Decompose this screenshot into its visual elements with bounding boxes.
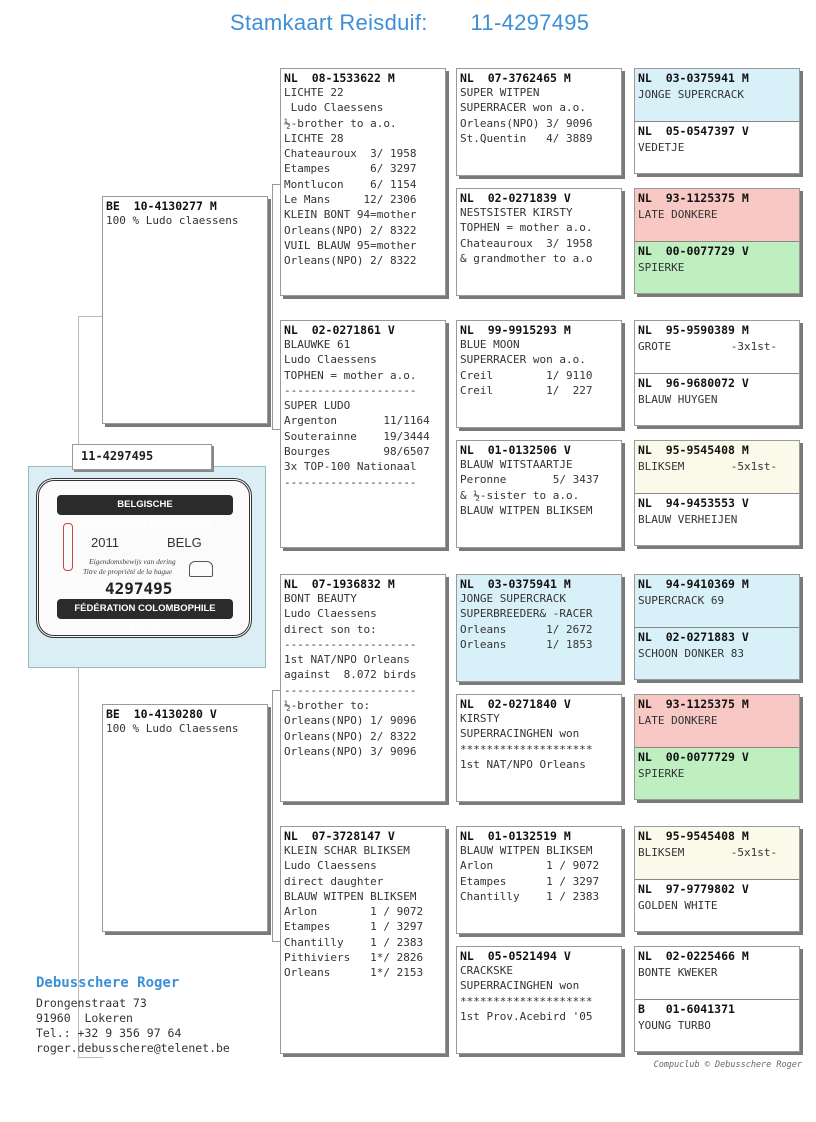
gen4-card-pair (634, 68, 800, 174)
card-line: ******************** (460, 994, 593, 1008)
ring-number: NL 94-9453553 V (638, 496, 749, 510)
card-line: Orleans(NPO) 3/ 9096 (284, 744, 417, 758)
owner-city: 91960 Lokeren (36, 1011, 133, 1025)
card-line: Creil 1/ 9110 (460, 368, 593, 382)
card-line: Ludo Claessens (284, 353, 377, 367)
card-line: BLAUW WITPEN BLIKSEM (460, 503, 593, 517)
card-line: Ludo Claessens (284, 101, 384, 115)
ancestor-name: SCHOON DONKER 83 (638, 647, 744, 660)
parent-card-dam[interactable] (102, 704, 268, 932)
ancestor-male[interactable] (635, 321, 799, 373)
grandparent-card[interactable] (280, 826, 446, 1054)
ring-number: NL 97-9779802 V (638, 882, 749, 896)
certificate-country: BELG (167, 535, 202, 550)
card-line: & ½-sister to a.o. (460, 488, 580, 502)
card-line: ******************** (460, 742, 593, 756)
ring-number: NL 02-0271861 V (284, 323, 395, 337)
subject-ring-tag: 11-4297495 (72, 444, 212, 470)
card-line: Orleans(NPO) 2/ 8322 (284, 254, 417, 268)
ring-number: NL 08-1533622 M (284, 71, 395, 85)
card-line: LICHTE 28 (284, 131, 344, 145)
ring-number: NL 01-0132519 M (460, 829, 571, 843)
card-line: Le Mans 12/ 2306 (284, 193, 417, 207)
card-line: Etampes 1 / 3297 (460, 874, 600, 888)
card-line: Etampes 1 / 3297 (284, 920, 424, 934)
great-grandparent-card[interactable] (456, 188, 622, 296)
ring-number: NL 95-9545408 M (638, 829, 749, 843)
ring-number: NL 95-9545408 M (638, 443, 749, 457)
ancestor-male[interactable] (635, 695, 799, 747)
owner-street: Drongenstraat 73 (36, 996, 147, 1010)
card-line: Orleans 1/ 2672 (460, 622, 593, 636)
card-line: Orleans(NPO) 3/ 9096 (460, 116, 593, 130)
certificate-bottom-band: FÉDÉRATION COLOMBOPHILE BELGE (57, 599, 233, 619)
ring-number: NL 02-0271839 V (460, 191, 571, 205)
ring-number: NL 02-0225466 M (638, 949, 749, 963)
gen4-card-pair (634, 946, 800, 1052)
ancestor-female[interactable] (635, 999, 799, 1051)
great-grandparent-card[interactable] (456, 826, 622, 934)
card-line: VUIL BLAUW 95=mother (284, 238, 417, 252)
card-line: KLEIN BONT 94=mother (284, 208, 417, 222)
card-line: Chantilly 1 / 2383 (460, 889, 600, 903)
card-line: 3x TOP-100 Nationaal (284, 460, 417, 474)
ancestor-female[interactable] (635, 241, 799, 293)
ancestor-name: BLIKSEM -5x1st- (638, 846, 778, 859)
card-line: KIRSTY (460, 712, 500, 725)
grandparent-card[interactable] (280, 68, 446, 296)
card-line: TOPHEN = mother a.o. (460, 221, 593, 235)
card-line: 1st Prov.Acebird '05 (460, 1009, 593, 1023)
ownership-certificate (36, 478, 252, 638)
card-line: SUPER WITPEN (460, 86, 540, 99)
card-line: 1st NAT/NPO Orleans (460, 757, 586, 771)
card-line: Arlon 1 / 9072 (460, 859, 600, 873)
ancestor-name: BLAUW HUYGEN (638, 393, 718, 406)
ancestor-name: VEDETJE (638, 141, 685, 154)
title-ring: 11-4297495 (470, 10, 590, 35)
ring-number: NL 95-9590389 M (638, 323, 749, 337)
great-grandparent-card[interactable] (456, 440, 622, 548)
gen4-card-pair (634, 320, 800, 426)
ring-number: NL 03-0375941 M (460, 577, 571, 591)
ancestor-male[interactable] (635, 69, 799, 121)
ring-number: NL 05-0521494 V (460, 949, 571, 963)
great-grandparent-card[interactable] (456, 68, 622, 176)
grandparent-card[interactable] (280, 320, 446, 548)
ring-number: NL 02-0271883 V (638, 630, 749, 644)
ring-number: BE 10-4130280 V (106, 707, 217, 721)
title-label: Stamkaart Reisduif: (230, 10, 428, 35)
gen4-card-pair (634, 694, 800, 800)
certificate-year: 2011 (91, 535, 119, 550)
ancestor-female[interactable] (635, 493, 799, 545)
ancestor-male[interactable] (635, 947, 799, 999)
card-line: -------------------- (284, 475, 417, 489)
ring-number: NL 02-0271840 V (460, 697, 571, 711)
ancestor-male[interactable] (635, 827, 799, 879)
card-line: Orleans(NPO) 2/ 8322 (284, 729, 417, 743)
copyright-note: Compuclub © Debusschere Roger (653, 1060, 802, 1070)
card-line: 100 % Ludo claessens (106, 214, 239, 227)
grandparent-card[interactable] (280, 574, 446, 802)
ancestor-name: LATE DONKERE (638, 714, 718, 727)
ring-number: NL 93-1125375 M (638, 191, 749, 205)
card-line: 100 % Ludo Claessens (106, 722, 239, 735)
card-line: Bourges 98/6507 (284, 445, 430, 459)
card-line: Orleans(NPO) 1/ 9096 (284, 714, 417, 728)
card-line: Chantilly 1 / 2383 (284, 935, 424, 949)
ancestor-name: SPIERKE (638, 261, 685, 274)
gen4-card-pair (634, 188, 800, 294)
card-line: Etampes 6/ 3297 (284, 162, 417, 176)
card-line: SUPER LUDO (284, 399, 351, 413)
ancestor-name: BLAUW VERHEIJEN (638, 513, 738, 526)
card-line: SUPERRACER won a.o. (460, 353, 586, 367)
ring-number: NL 99-9915293 M (460, 323, 571, 337)
page-title (230, 10, 589, 36)
ancestor-female[interactable] (635, 879, 799, 931)
ring-number: NL 00-0077729 V (638, 244, 749, 258)
gen4-card-pair (634, 440, 800, 546)
ring-number: NL 07-3762465 M (460, 71, 571, 85)
owner-email[interactable]: roger.debusschere@telenet.be (36, 1041, 230, 1055)
card-line: ½-brother to: (284, 699, 371, 713)
connector-parents (78, 316, 103, 1058)
card-line: Chateauroux 3/ 1958 (284, 147, 417, 161)
card-line: direct son to: (284, 622, 377, 636)
card-line: BLAUW WITSTAARTJE (460, 458, 573, 471)
card-line: Pithiviers 1*/ 2826 (284, 951, 424, 965)
card-line: SUPERRACINGHEN won (460, 979, 580, 993)
ring-number: NL 93-1125375 M (638, 697, 749, 711)
card-line: Peronne 5/ 3437 (460, 473, 600, 487)
ancestor-name: GROTE -3x1st- (638, 340, 778, 353)
great-grandparent-card[interactable] (456, 946, 622, 1054)
card-line: & grandmother to a.o (460, 251, 593, 265)
card-line: TOPHEN = mother a.o. (284, 368, 417, 382)
card-line: 1st NAT/NPO Orleans (284, 653, 410, 667)
parent-card-sire[interactable] (102, 196, 268, 424)
ancestor-female[interactable] (635, 747, 799, 799)
card-line: Orleans 1/ 1853 (460, 637, 593, 651)
card-line: SUPERRACINGHEN won (460, 727, 580, 741)
card-line: direct daughter (284, 874, 384, 888)
card-line: -------------------- (284, 637, 417, 651)
thermometer-icon (63, 523, 73, 571)
certificate-top-band: BELGISCHE DUIVENLIEFHEBBERSBOND (57, 495, 233, 515)
card-line: NESTSISTER KIRSTY (460, 206, 573, 219)
gen4-card-pair (634, 826, 800, 932)
ring-number: NL 00-0077729 V (638, 750, 749, 764)
ancestor-male[interactable] (635, 441, 799, 493)
ancestor-name: BLIKSEM -5x1st- (638, 460, 778, 473)
ancestor-female[interactable] (635, 373, 799, 425)
card-line: Argenton 11/1164 (284, 414, 430, 428)
ancestor-name: YOUNG TURBO (638, 1019, 711, 1032)
card-line: Ludo Claessens (284, 859, 377, 873)
card-line: Chateauroux 3/ 1958 (460, 236, 593, 250)
card-line: against 8.072 birds (284, 668, 417, 682)
certificate-number: 4297495 (105, 579, 173, 598)
card-line: CRACKSKE (460, 964, 513, 977)
ancestor-name: JONGE SUPERCRACK (638, 88, 744, 101)
great-grandparent-card[interactable] (456, 694, 622, 802)
ancestor-male[interactable] (635, 189, 799, 241)
card-line: LICHTE 22 (284, 86, 344, 99)
card-line: BLUE MOON (460, 338, 520, 351)
certificate-subtitle-nl: Eigendomsbewijs van dering (89, 557, 176, 566)
card-line: SUPERRACER won a.o. (460, 101, 586, 115)
owner-phone: Tel.: +32 9 356 97 64 (36, 1026, 182, 1040)
card-line: St.Quentin 4/ 3889 (460, 131, 593, 145)
owner-name: Debusschere Roger (36, 975, 180, 991)
card-line: SUPERBREEDER& -RACER (460, 607, 593, 621)
card-line: Arlon 1 / 9072 (284, 905, 424, 919)
card-line: Orleans(NPO) 2/ 8322 (284, 223, 417, 237)
crown-icon (189, 561, 213, 577)
card-line: BONT BEAUTY (284, 592, 357, 605)
ring-number: B 01-6041371 (638, 1002, 735, 1016)
ring-number: NL 07-3728147 V (284, 829, 395, 843)
card-line: BLAUW WITPEN BLIKSEM (284, 889, 417, 903)
great-grandparent-card[interactable] (456, 574, 622, 682)
ancestor-name: LATE DONKERE (638, 208, 718, 221)
card-line: Creil 1/ 227 (460, 383, 593, 397)
ring-number: NL 96-9680072 V (638, 376, 749, 390)
ancestor-name: SUPERCRACK 69 (638, 594, 725, 607)
card-line: JONGE SUPERCRACK (460, 592, 566, 605)
card-line: BLAUWKE 61 (284, 338, 351, 351)
ring-number: NL 01-0132506 V (460, 443, 571, 457)
great-grandparent-card[interactable] (456, 320, 622, 428)
ancestor-female[interactable] (635, 627, 799, 679)
ring-number: NL 05-0547397 V (638, 124, 749, 138)
ancestor-name: SPIERKE (638, 767, 685, 780)
card-line: -------------------- (284, 383, 417, 397)
card-line: Souterainne 19/3444 (284, 429, 430, 443)
card-line: Ludo Claessens (284, 607, 377, 621)
ancestor-male[interactable] (635, 575, 799, 627)
ancestor-name: BONTE KWEKER (638, 966, 718, 979)
card-line: Orleans 1*/ 2153 (284, 966, 424, 980)
ancestor-female[interactable] (635, 121, 799, 173)
card-line: BLAUW WITPEN BLIKSEM (460, 844, 593, 857)
gen4-card-pair (634, 574, 800, 680)
card-line: KLEIN SCHAR BLIKSEM (284, 844, 410, 857)
ring-number: NL 03-0375941 M (638, 71, 749, 85)
ring-number: BE 10-4130277 M (106, 199, 217, 213)
ring-number: NL 94-9410369 M (638, 577, 749, 591)
certificate-subtitle-fr: Titre de propriété de la bague (83, 567, 173, 576)
card-line: ½-brother to a.o. (284, 116, 397, 130)
ring-number: NL 07-1936832 M (284, 577, 395, 591)
card-line: Montlucon 6/ 1154 (284, 177, 417, 191)
ancestor-name: GOLDEN WHITE (638, 899, 718, 912)
card-line: -------------------- (284, 683, 417, 697)
